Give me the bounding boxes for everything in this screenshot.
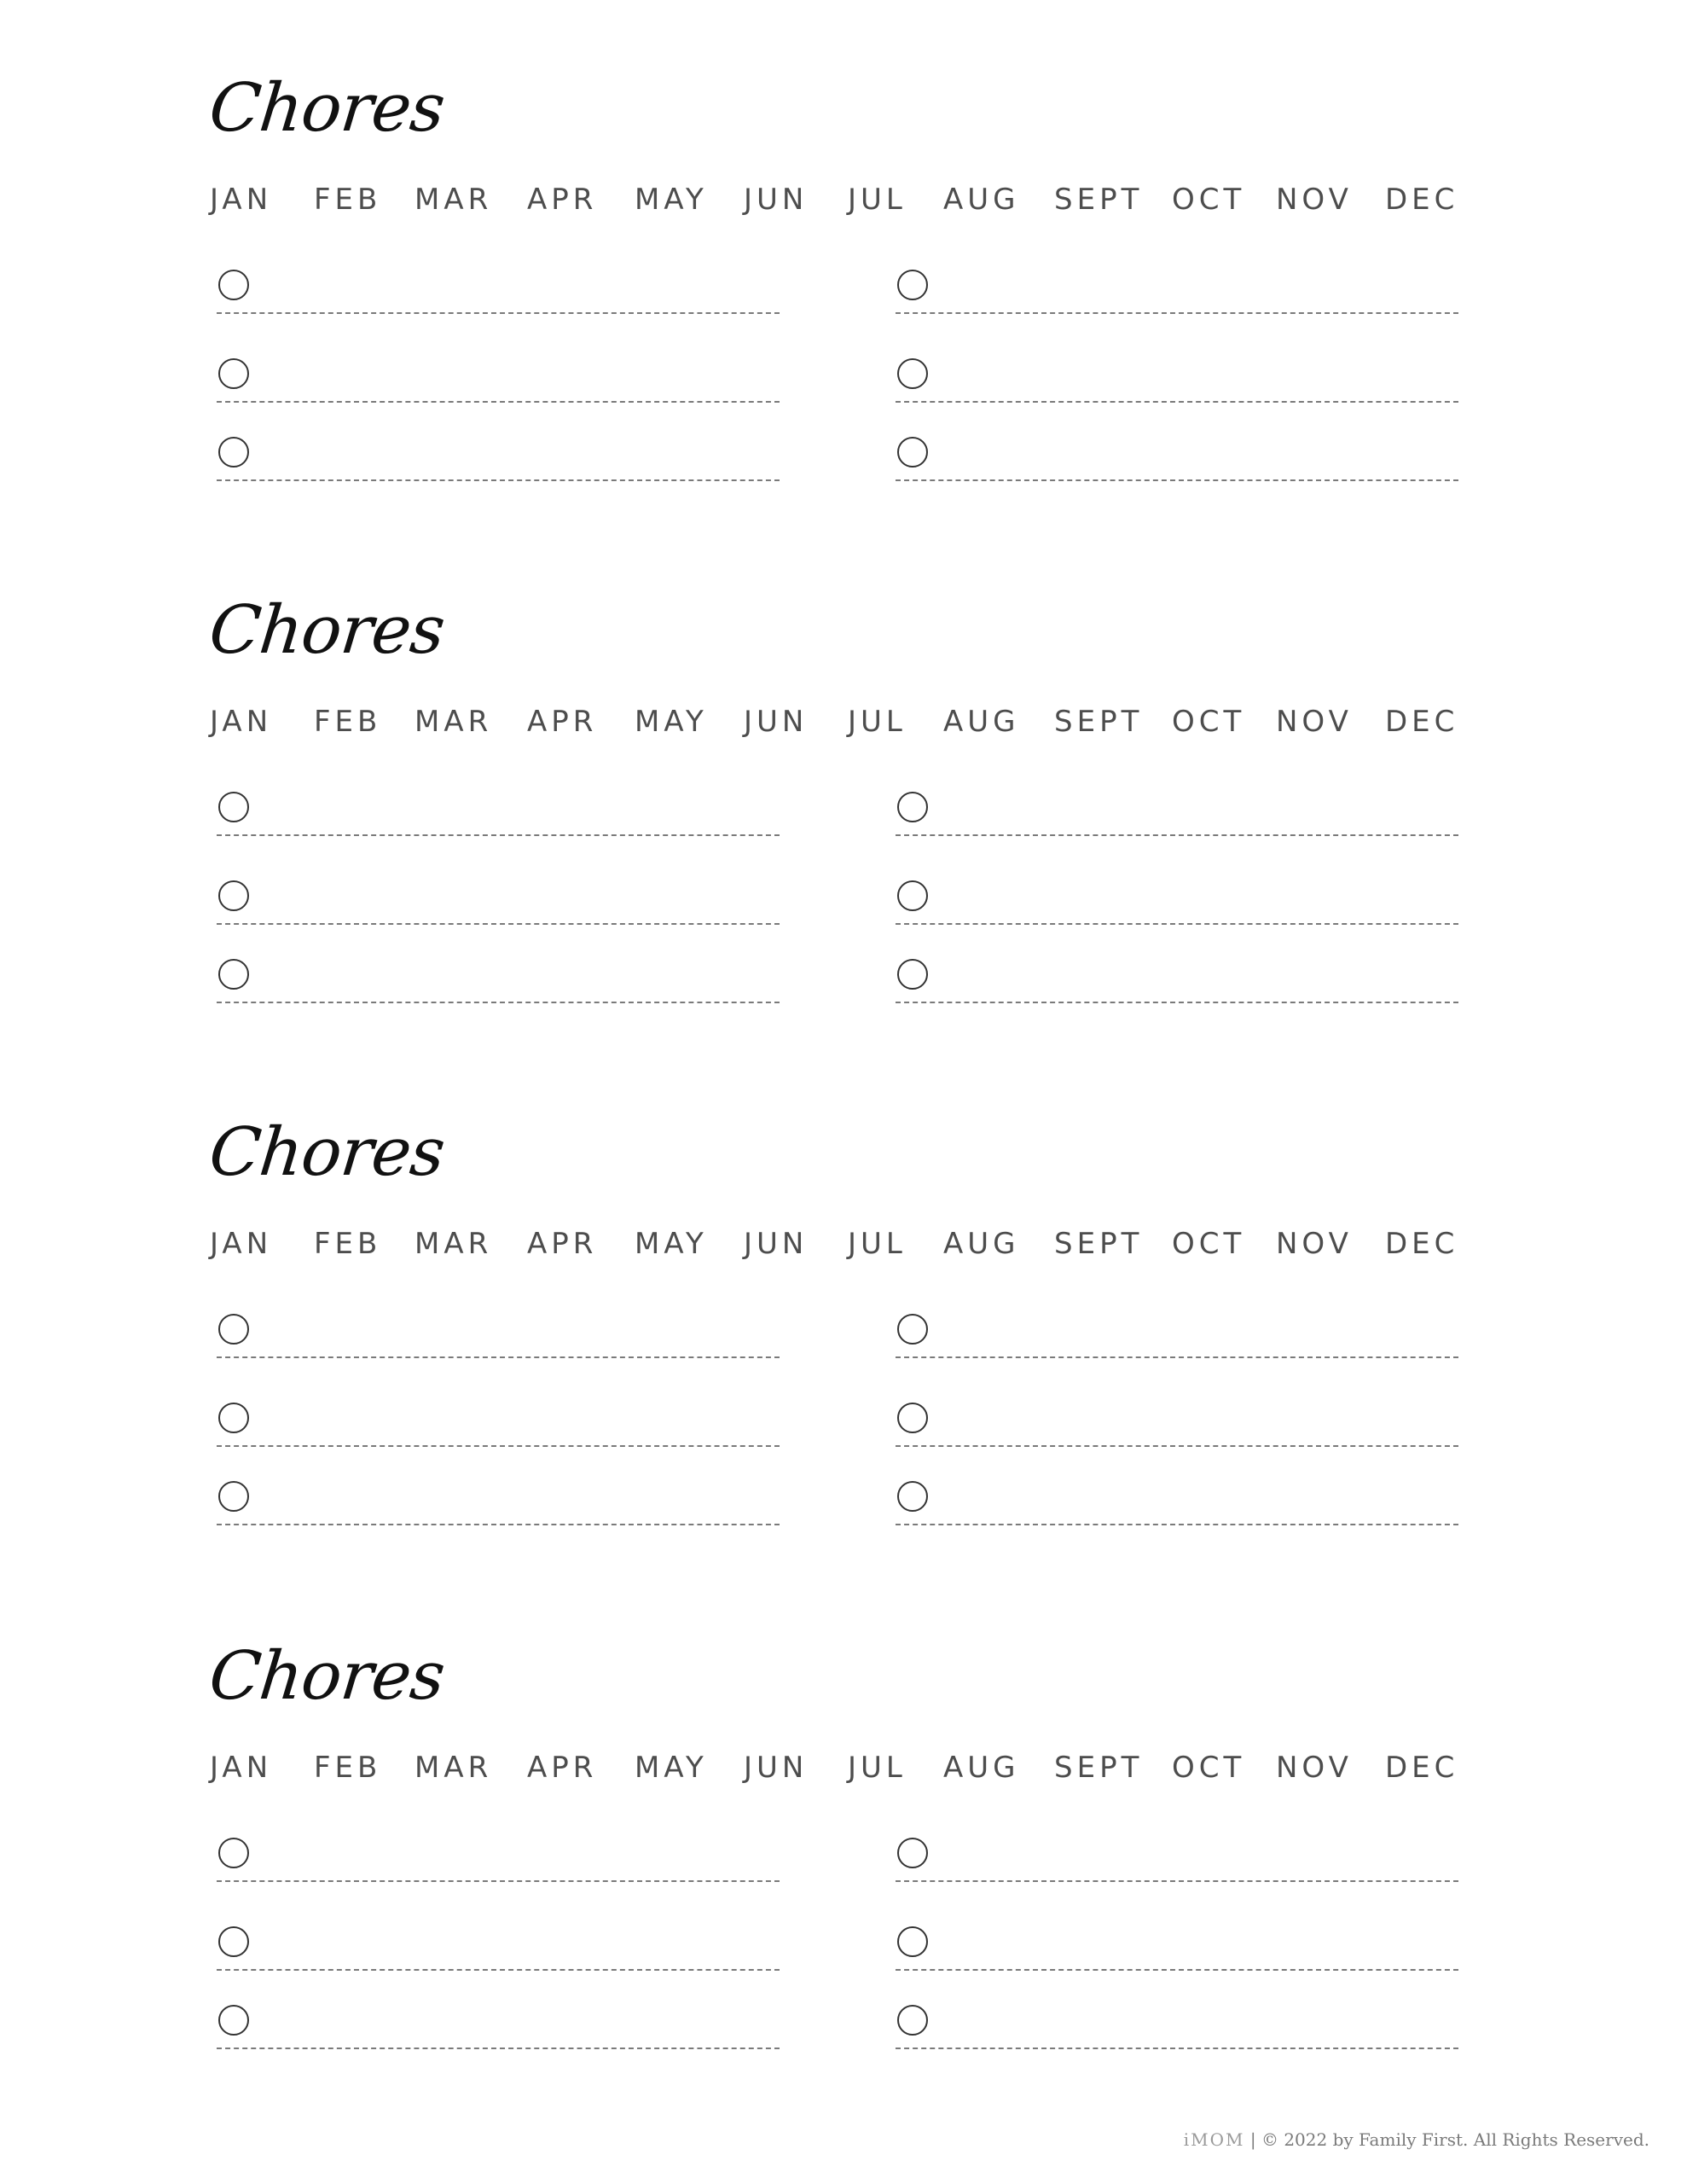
- month-label[interactable]: MAR: [415, 705, 493, 739]
- chore-write-line[interactable]: [896, 923, 1458, 925]
- chore-row: [210, 437, 780, 488]
- month-label[interactable]: FEB: [314, 705, 382, 739]
- month-label[interactable]: DEC: [1385, 705, 1459, 739]
- chore-row: [889, 1403, 1458, 1454]
- month-label[interactable]: DEC: [1385, 1227, 1459, 1261]
- chore-checkbox[interactable]: [897, 1481, 928, 1512]
- chore-checkbox[interactable]: [218, 1481, 249, 1512]
- month-row: [210, 183, 1475, 217]
- chore-write-line[interactable]: [896, 312, 1458, 314]
- chore-checkbox[interactable]: [218, 1926, 249, 1957]
- chore-checkbox[interactable]: [218, 1838, 249, 1868]
- chore-write-line[interactable]: [217, 2048, 780, 2049]
- chore-row: [889, 1481, 1458, 1532]
- month-label[interactable]: JUL: [848, 705, 907, 739]
- chore-checkbox[interactable]: [218, 270, 249, 300]
- chore-checkbox[interactable]: [897, 1403, 928, 1433]
- chore-write-line[interactable]: [896, 479, 1458, 481]
- chore-write-line[interactable]: [896, 1445, 1458, 1447]
- month-label[interactable]: JUN: [744, 1751, 809, 1785]
- chore-row: [889, 1838, 1458, 1889]
- chore-write-line[interactable]: [896, 1524, 1458, 1525]
- chore-row: [889, 270, 1458, 321]
- month-label[interactable]: FEB: [314, 183, 382, 217]
- chore-checkbox[interactable]: [218, 2005, 249, 2036]
- chore-write-line[interactable]: [896, 401, 1458, 403]
- chore-write-line[interactable]: [217, 1880, 780, 1882]
- month-label[interactable]: SEPT: [1054, 1227, 1144, 1261]
- month-label[interactable]: SEPT: [1054, 183, 1144, 217]
- chore-write-line[interactable]: [217, 479, 780, 481]
- chore-row: [210, 959, 780, 1010]
- chore-row: [210, 270, 780, 321]
- month-label[interactable]: FEB: [314, 1227, 382, 1261]
- chore-write-line[interactable]: [896, 1969, 1458, 1971]
- chore-checkbox[interactable]: [897, 437, 928, 468]
- month-row: [210, 1751, 1475, 1785]
- chore-row: [210, 358, 780, 410]
- chore-write-line[interactable]: [217, 1524, 780, 1525]
- chore-checkbox[interactable]: [897, 2005, 928, 2036]
- month-label[interactable]: OCT: [1172, 705, 1246, 739]
- chore-row: [889, 1314, 1458, 1365]
- chores-section: [206, 1114, 1475, 1597]
- month-label[interactable]: MAY: [635, 705, 708, 739]
- month-label[interactable]: DEC: [1385, 1751, 1459, 1785]
- chore-checkbox[interactable]: [218, 358, 249, 389]
- chore-write-line[interactable]: [896, 834, 1458, 836]
- month-label[interactable]: OCT: [1172, 1227, 1246, 1261]
- month-label[interactable]: SEPT: [1054, 705, 1144, 739]
- chore-write-line[interactable]: [896, 1002, 1458, 1003]
- chore-write-line[interactable]: [217, 401, 780, 403]
- chore-row: [889, 959, 1458, 1010]
- month-label[interactable]: JAN: [210, 183, 273, 217]
- chore-row: [889, 437, 1458, 488]
- chore-write-line[interactable]: [217, 312, 780, 314]
- section-title: Chores: [206, 1114, 449, 1191]
- chore-checkbox[interactable]: [897, 270, 928, 300]
- chore-write-line[interactable]: [896, 1356, 1458, 1358]
- chore-write-line[interactable]: [217, 1356, 780, 1358]
- month-label[interactable]: JUL: [848, 1751, 907, 1785]
- chore-checkbox[interactable]: [897, 1926, 928, 1957]
- chore-row: [889, 2005, 1458, 2056]
- month-label[interactable]: NOV: [1276, 1227, 1353, 1261]
- month-label[interactable]: MAR: [415, 183, 493, 217]
- chore-write-line[interactable]: [217, 1445, 780, 1447]
- month-label[interactable]: JAN: [210, 1227, 273, 1261]
- month-label[interactable]: JUL: [848, 183, 907, 217]
- month-label[interactable]: AUG: [943, 183, 1020, 217]
- chore-write-line[interactable]: [217, 834, 780, 836]
- month-label[interactable]: JUL: [848, 1227, 907, 1261]
- section-title: Chores: [206, 70, 449, 147]
- chore-checkbox[interactable]: [897, 792, 928, 822]
- chore-row: [210, 1481, 780, 1532]
- chores-section: [206, 592, 1475, 1075]
- month-label[interactable]: JAN: [210, 705, 273, 739]
- chore-row: [889, 1926, 1458, 1978]
- chore-row: [210, 1926, 780, 1978]
- chore-row: [210, 1838, 780, 1889]
- month-label[interactable]: AUG: [943, 1227, 1020, 1261]
- chore-row: [210, 2005, 780, 2056]
- month-label[interactable]: NOV: [1276, 1751, 1353, 1785]
- month-label[interactable]: APR: [527, 705, 598, 739]
- month-label[interactable]: AUG: [943, 1751, 1020, 1785]
- chore-row: [889, 358, 1458, 410]
- chores-section: [206, 1638, 1475, 2121]
- footer-separator: |: [1249, 2129, 1256, 2150]
- chore-write-line[interactable]: [217, 1002, 780, 1003]
- chore-write-line[interactable]: [217, 923, 780, 925]
- month-label[interactable]: APR: [527, 1751, 598, 1785]
- month-label[interactable]: MAY: [635, 1751, 708, 1785]
- chore-checkbox[interactable]: [897, 358, 928, 389]
- month-label[interactable]: APR: [527, 1227, 598, 1261]
- footer-brand: iMOM: [1183, 2129, 1245, 2150]
- chore-checkbox[interactable]: [218, 959, 249, 990]
- section-title: Chores: [206, 1638, 449, 1715]
- chore-checkbox[interactable]: [218, 1314, 249, 1345]
- month-row: [210, 705, 1475, 739]
- chore-row: [210, 880, 780, 932]
- chore-checkbox[interactable]: [218, 792, 249, 822]
- month-label[interactable]: SEPT: [1054, 1751, 1144, 1785]
- month-label[interactable]: OCT: [1172, 1751, 1246, 1785]
- month-label[interactable]: MAR: [415, 1227, 493, 1261]
- month-label[interactable]: JAN: [210, 1751, 273, 1785]
- month-label[interactable]: MAY: [635, 183, 708, 217]
- chore-write-line[interactable]: [896, 2048, 1458, 2049]
- month-label[interactable]: APR: [527, 183, 598, 217]
- chore-row: [889, 880, 1458, 932]
- month-label[interactable]: NOV: [1276, 705, 1353, 739]
- chore-write-line[interactable]: [217, 1969, 780, 1971]
- chore-checkbox[interactable]: [897, 880, 928, 911]
- month-label[interactable]: OCT: [1172, 183, 1246, 217]
- chores-section: [206, 70, 1475, 553]
- chore-checkbox[interactable]: [218, 437, 249, 468]
- chore-checkbox[interactable]: [897, 959, 928, 990]
- month-label[interactable]: FEB: [314, 1751, 382, 1785]
- chore-row: [210, 1314, 780, 1365]
- chore-row: [889, 792, 1458, 843]
- footer-copyright: [1184, 2129, 1649, 2150]
- chore-checkbox[interactable]: [218, 1403, 249, 1433]
- month-label[interactable]: JUN: [744, 1227, 809, 1261]
- chore-row: [210, 792, 780, 843]
- month-label[interactable]: DEC: [1385, 183, 1459, 217]
- footer-copyright-text: © 2022 by Family First. All Rights Reserved.: [1261, 2129, 1649, 2150]
- month-label[interactable]: JUN: [744, 705, 809, 739]
- month-label[interactable]: NOV: [1276, 183, 1353, 217]
- month-label[interactable]: MAY: [635, 1227, 708, 1261]
- month-label[interactable]: MAR: [415, 1751, 493, 1785]
- month-row: [210, 1227, 1475, 1261]
- month-label[interactable]: AUG: [943, 705, 1020, 739]
- month-label[interactable]: JUN: [744, 183, 809, 217]
- chore-row: [210, 1403, 780, 1454]
- section-title: Chores: [206, 592, 449, 669]
- chore-checkbox[interactable]: [897, 1838, 928, 1868]
- chore-checkbox[interactable]: [897, 1314, 928, 1345]
- chore-write-line[interactable]: [896, 1880, 1458, 1882]
- chore-checkbox[interactable]: [218, 880, 249, 911]
